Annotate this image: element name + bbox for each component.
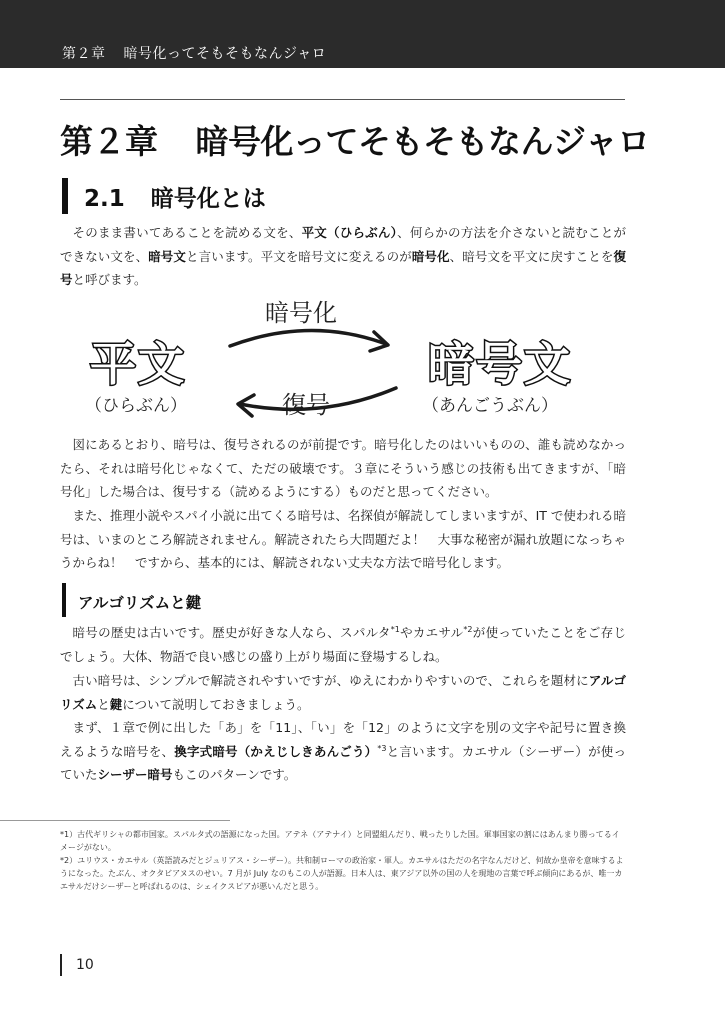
term-caesar-cipher: シーザー暗号: [97, 767, 173, 782]
running-header-text: [62, 43, 326, 63]
running-header-chapter: 第２章: [62, 46, 106, 62]
footnote-1: *1）古代ギリシャの都市国家。スパルタ式の語源になった国。アテネ（アテナイ）と同盟組んだり、戦ったりした国。軍事国家の割にはあんまり勝ってるイメージがない。: [60, 830, 620, 852]
diagram-ciphertext-reading: （あんごうぶん）: [422, 396, 558, 416]
subsection-title: アルゴリズムと鍵: [78, 594, 202, 612]
footnote-rule: [0, 820, 230, 821]
paragraph-substitution: まず、１章で例に出した「あ」を「11」、「い」を「12」のように文字を別の文字や記号に置き換えるような暗号を、換字式暗号（かえじしきあんごう）$^{*3}$と言います。カエサル（シーザー）が使っていたシーザー暗号もこのパターンです。: [60, 720, 626, 782]
term-ciphertext: 暗号文: [148, 248, 187, 264]
paragraph-decryption-premise: 図にあるとおり、暗号は、復号されるのが前提です。暗号化したのはいいものの、誰も読めなかったら、それは暗号化じゃなくて、ただの破壊です。３章にそういう感じの技術も出てきますが、「暗号化」した場合は、復号する（読めるようにする）ものだと思ってください。: [60, 437, 626, 499]
paragraph-history: 暗号の歴史は古いです。歴史が好きな人なら、スパルタ$^{*1}$やカエサル$^{*2}$が使っていたことをご存じでしょう。大体、物語で良い感じの盛り上がり場面に登場するしね。: [60, 625, 626, 664]
footnote-ref-3[interactable]: *3: [377, 743, 387, 753]
term-substitution-cipher: 換字式暗号（かえじしきあんごう）: [174, 743, 378, 759]
paragraph-algorithm-key: 古い暗号は、シンプルで解読されやすいですが、ゆえにわかりやすいので、これらを題材にアルゴリズムと鍵について説明しておきましょう。: [60, 673, 626, 712]
encrypt-arrow: [230, 330, 386, 346]
section-number: 2.1: [84, 186, 125, 212]
chapter-title-text: 暗号化ってそもそもなんジャロ: [195, 122, 650, 161]
paragraph-definitions: そのまま書いてあることを読める文を、平文（ひらぶん）、何らかの方法を介さないと読むことができない文を、暗号文と言います。平文を暗号文に変えるのが暗号化、暗号文を平文に戻すことを復号と呼びます。: [60, 225, 626, 287]
term-decryption: 復号: [60, 248, 626, 287]
subsection-heading-bar: [62, 583, 66, 617]
section-heading-bar: [62, 178, 68, 214]
decrypt-arrow: [240, 388, 396, 409]
top-rule: [60, 99, 625, 100]
chapter-title: [60, 116, 650, 163]
term-encryption: 暗号化: [411, 248, 450, 264]
diagram-ciphertext-word: 暗号文: [428, 337, 572, 391]
diagram-plaintext-word: 平文: [90, 337, 186, 391]
page-number-bar: [60, 954, 62, 976]
footnote-2: *2）ユリウス・カエサル（英語読みだとジュリアス・シーザー）。共和制ローマの政治家・軍人。カエサルはただの名字なんだけど、何故か皇帝を意味するようになった。たぶん、オクタビアヌスのせい。7 月が July なのもこの人が語源。日本人は、東アジア以外の国の人を現地の言葉で呼ぶ傾向にあるが、唯一カエサルだけシーザーと呼ばれるのは、シェイクスピアが悪いんだと思う。: [60, 856, 624, 891]
diagram-plaintext-reading: （ひらぶん）: [85, 396, 187, 416]
paragraph-unbreakable: また、推理小説やスパイ小説に出てくる暗号は、名探偵が解読してしまいますが、IT で使われる暗号は、いまのところ解読されません。解読されたら大問題だよ！ 大事な秘密が漏れ放題になっちゃうからね！ ですから、基本的には、解読されない丈夫な方法で暗号化します。: [60, 508, 626, 570]
term-key: 鍵: [109, 696, 123, 712]
chapter-label: 第２章: [60, 122, 158, 161]
section-heading-text: [84, 180, 266, 213]
running-header: [0, 0, 725, 68]
footnote-ref-1[interactable]: *1: [390, 625, 400, 634]
encryption-diagram: [60, 288, 626, 428]
term-algorithm: アルゴリズム: [60, 673, 626, 712]
footnote-ref-2[interactable]: *2: [463, 625, 473, 634]
diagram-arrows: [60, 288, 626, 428]
running-header-title: 暗号化ってそもそもなんジャロ: [123, 46, 327, 62]
term-plaintext: 平文（ひらぶん）: [301, 225, 398, 240]
section-title: 暗号化とは: [150, 186, 266, 212]
diagram-encrypt-label: 暗号化: [265, 299, 337, 327]
diagram-decrypt-label: 復号: [282, 391, 330, 419]
page-number: 10: [76, 957, 94, 973]
